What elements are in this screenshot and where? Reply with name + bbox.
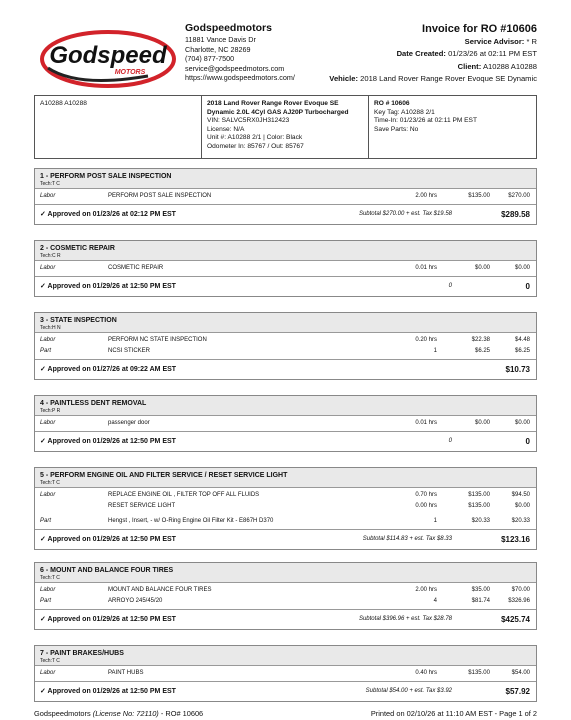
company-address2: Charlotte, NC 28269 (185, 44, 251, 54)
company-name: Godspeedmotors (185, 22, 272, 34)
approved-status: ✓ Approved on 01/29/26 at 12:50 PM EST (40, 438, 176, 445)
line-rate: $81.74 (471, 598, 490, 604)
line-desc: ARROYO 245/45/20 (108, 598, 163, 604)
section-subtotal: 0 (448, 283, 452, 289)
line-rate: $135.00 (468, 492, 490, 498)
job-section (34, 168, 537, 225)
approved-status: ✓ Approved on 01/23/26 at 02:12 PM EST (40, 211, 176, 218)
customer-name: A10288 A10288 (40, 100, 87, 107)
section-tech: Tech:T C (40, 575, 60, 581)
line-qty: 0.01 hrs (415, 265, 437, 271)
line-qty: 4 (433, 598, 437, 604)
section-footer (35, 432, 536, 451)
line-qty: 0.20 hrs (415, 337, 437, 343)
line-amount: $94.50 (511, 492, 530, 498)
section-lines (35, 416, 536, 432)
section-header (35, 169, 536, 189)
line-qty: 0.70 hrs (415, 492, 437, 498)
company-website[interactable]: https://www.godspeedmotors.com/ (185, 73, 295, 83)
ro-line: Save Parts: No (374, 125, 419, 133)
job-section (34, 240, 537, 297)
line-desc: PERFORM NC STATE INSPECTION (108, 337, 207, 343)
info-box (34, 95, 537, 159)
line-amount: $4.48 (514, 337, 530, 343)
line-type: Labor (40, 420, 56, 426)
vehicle: Vehicle: 2018 Land Rover Range Rover Evoque SE Dynamic (329, 74, 537, 84)
job-section (34, 312, 537, 380)
line-amount: $54.00 (511, 670, 530, 676)
section-total: $289.58 (501, 210, 530, 219)
line-qty: 1 (433, 518, 437, 524)
line-amount: $270.00 (508, 193, 530, 199)
section-total: $10.73 (505, 365, 530, 374)
section-lines (35, 583, 536, 610)
section-tech: Tech:T C (40, 480, 60, 486)
section-lines (35, 333, 536, 360)
logo-subtext: MOTORS (114, 69, 146, 76)
vehicle-line: Odometer In: 85767 / Out: 85767 (207, 142, 304, 150)
line-rate: $35.00 (471, 587, 490, 593)
section-lines (35, 261, 536, 277)
section-tech: Tech:T C (40, 181, 60, 187)
section-footer (35, 205, 536, 224)
line-item (35, 191, 536, 202)
section-header (35, 563, 536, 583)
line-type: Labor (40, 337, 56, 343)
line-amount: $70.00 (511, 587, 530, 593)
job-section (34, 395, 537, 452)
ro-line: RO # 10606 (374, 100, 410, 107)
section-subtotal: Subtotal $270.00 + est. Tax $19.58 (358, 211, 452, 217)
line-rate: $135.00 (468, 503, 490, 509)
section-title: 2 - COSMETIC REPAIR (40, 245, 115, 252)
line-amount: $0.00 (514, 503, 530, 509)
line-desc: PAINT HUBS (108, 670, 144, 676)
line-item (35, 490, 536, 501)
section-header (35, 468, 536, 488)
line-desc: REPLACE ENGINE OIL , FILTER TOP OFF ALL FLUIDS (108, 492, 260, 498)
job-section (34, 467, 537, 550)
section-tech: Tech:T C (40, 658, 60, 664)
ro-cell (369, 96, 536, 158)
section-footer (35, 360, 536, 379)
section-subtotal: Subtotal $114.83 + est. Tax $8.33 (362, 536, 452, 542)
line-rate: $0.00 (474, 265, 490, 271)
line-amount: $326.96 (508, 598, 530, 604)
line-desc: PERFORM POST SALE INSPECTION (108, 193, 212, 199)
approved-status: ✓ Approved on 01/29/26 at 12:50 PM EST (40, 283, 176, 290)
line-rate: $135.00 (468, 670, 490, 676)
line-type: Part (40, 518, 52, 524)
section-footer (35, 277, 536, 296)
line-amount: $6.25 (514, 348, 530, 354)
line-item (35, 335, 536, 346)
line-item (35, 418, 536, 429)
logo-text: Godspeed (49, 42, 167, 69)
section-tech: Tech:C R (40, 253, 61, 259)
company-logo (38, 28, 178, 90)
vehicle-cell (202, 96, 369, 158)
line-item (35, 346, 536, 357)
section-header (35, 646, 536, 666)
company-phone: (704) 877-7500 (185, 54, 235, 64)
line-desc: NCSI STICKER (108, 348, 151, 354)
line-qty: 2.00 hrs (415, 193, 437, 199)
vehicle-line: VIN: SALVC5RX0JH312423 (207, 117, 290, 125)
line-desc: COSMETIC REPAIR (108, 265, 164, 271)
section-header (35, 396, 536, 416)
line-qty: 1 (433, 348, 437, 354)
ro-line: Key Tag: A10288 2/1 (374, 108, 435, 116)
line-amount: $20.33 (511, 518, 530, 524)
line-type: Labor (40, 492, 56, 498)
section-title: 1 - PERFORM POST SALE INSPECTION (40, 173, 172, 180)
section-lines (35, 189, 536, 205)
invoice-header (329, 22, 537, 86)
section-header (35, 241, 536, 261)
section-tech: Tech:P R (40, 408, 61, 414)
section-subtotal: 0 (448, 438, 452, 444)
approved-status: ✓ Approved on 01/29/26 at 12:50 PM EST (40, 688, 176, 695)
line-type: Labor (40, 193, 56, 199)
date-created: Date Created: 01/23/26 at 02:11 PM EST (396, 49, 537, 59)
company-info (185, 22, 295, 83)
section-total: $425.74 (501, 615, 530, 624)
line-item (35, 596, 536, 607)
vehicle-line: License: N/A (207, 125, 245, 133)
section-title: 4 - PAINTLESS DENT REMOVAL (40, 400, 147, 407)
section-total: $123.16 (501, 535, 530, 544)
line-amount: $0.00 (514, 265, 530, 271)
section-header (35, 313, 536, 333)
section-footer (35, 610, 536, 629)
section-lines (35, 488, 536, 530)
line-rate: $0.00 (474, 420, 490, 426)
footer-left: Godspeedmotors (License No: 72110) - RO# 10606 (34, 709, 204, 718)
line-desc: RESET SERVICE LIGHT (108, 503, 176, 509)
line-type: Labor (40, 587, 56, 593)
section-total: $57.92 (505, 687, 530, 696)
approved-status: ✓ Approved on 01/27/26 at 09:22 AM EST (40, 366, 177, 373)
section-footer (35, 682, 536, 701)
company-address1: 11881 Vance Davis Dr (185, 35, 256, 44)
line-rate: $135.00 (468, 193, 490, 199)
section-title: 3 - STATE INSPECTION (40, 317, 117, 324)
line-qty: 0.40 hrs (415, 670, 437, 676)
line-item (35, 585, 536, 596)
approved-status: ✓ Approved on 01/29/26 at 12:50 PM EST (40, 616, 176, 623)
ro-line: Time-In: 01/23/26 at 02:11 PM EST (374, 117, 477, 125)
line-qty: 2.00 hrs (415, 587, 437, 593)
line-qty: 0.00 hrs (415, 503, 437, 509)
line-amount: $0.00 (514, 420, 530, 426)
section-total: 0 (525, 437, 530, 446)
line-desc: Hengst , Insert, - w/ O-Ring Engine Oil Filter Kit - E867H D370 (108, 518, 274, 524)
line-item (35, 501, 536, 512)
vehicle-line: Unit #: A10288 2/1 | Color: Black (207, 134, 303, 142)
section-subtotal: Subtotal $54.00 + est. Tax $3.92 (365, 688, 452, 694)
line-rate: $20.33 (471, 518, 490, 524)
line-rate: $22.38 (471, 337, 490, 343)
client: Client: A10288 A10288 (457, 61, 537, 71)
company-email[interactable]: service@godspeedmotors.com (185, 63, 285, 73)
section-subtotal: Subtotal $396.96 + est. Tax $28.78 (358, 616, 452, 622)
service-advisor: Service Advisor: * R (464, 37, 537, 46)
line-type: Part (40, 348, 52, 354)
job-section (34, 645, 537, 702)
section-title: 6 - MOUNT AND BALANCE FOUR TIRES (40, 567, 174, 574)
line-qty: 0.01 hrs (415, 420, 437, 426)
job-section (34, 562, 537, 630)
section-title: 5 - PERFORM ENGINE OIL AND FILTER SERVICE / RESET SERVICE LIGHT (40, 472, 288, 479)
line-rate: $6.25 (474, 348, 490, 354)
line-item (35, 668, 536, 679)
invoice-title: Invoice for RO #10606 (422, 23, 537, 35)
section-footer (35, 530, 536, 549)
footer-right: Printed on 02/10/26 at 11:10 AM EST - Page 1 of 2 (370, 709, 537, 718)
vehicle-line: Dynamic 2.0L 4Cyl GAS AJ20P Turbocharged (207, 108, 349, 116)
line-type: Labor (40, 670, 56, 676)
line-type: Labor (40, 265, 56, 271)
section-title: 7 - PAINT BRAKES/HUBS (40, 650, 124, 657)
vehicle-line: 2018 Land Rover Range Rover Evoque SE (207, 100, 339, 107)
customer-cell (35, 96, 202, 158)
line-item (35, 263, 536, 274)
line-item (35, 516, 536, 527)
line-desc: MOUNT AND BALANCE FOUR TIRES (108, 587, 212, 593)
line-type: Part (40, 598, 52, 604)
section-total: 0 (525, 282, 530, 291)
line-desc: passenger door (108, 420, 150, 426)
section-tech: Tech:H N (40, 325, 61, 331)
approved-status: ✓ Approved on 01/29/26 at 12:50 PM EST (40, 536, 176, 543)
section-lines (35, 666, 536, 682)
